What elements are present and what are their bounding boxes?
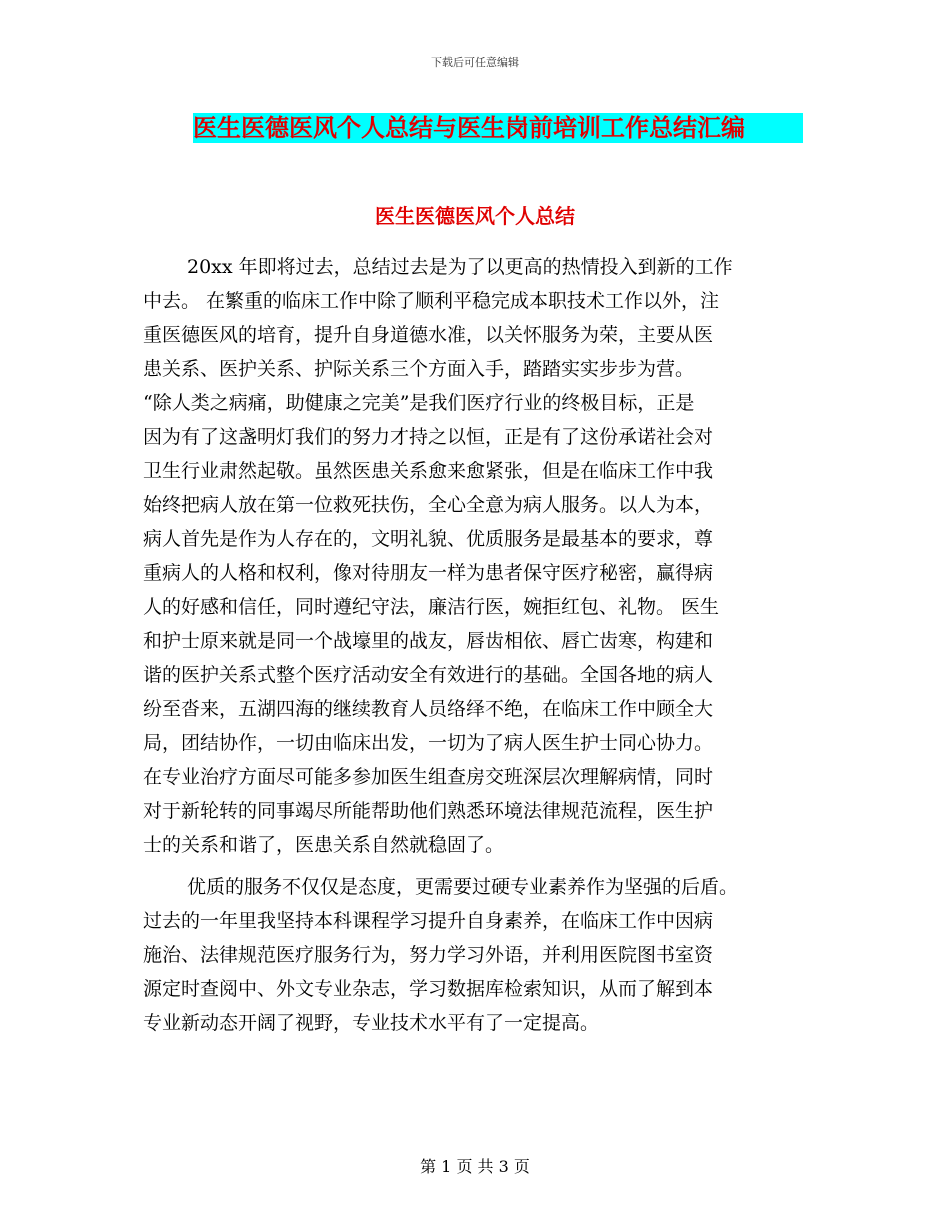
body-line: 专业新动态开阔了视野，专业技术水平有了一定提高。: [143, 1012, 600, 1034]
document-body: [143, 250, 803, 1040]
body-line: 士的关系和谐了，医患关系自然就稳固了。: [143, 834, 505, 856]
section-title: 医生医德医风个人总结: [375, 204, 575, 228]
body-line: “除人类之病痛，助健康之完美”是我们医疗行业的终极目标，正是: [143, 392, 695, 414]
body-line: 人的好感和信任，同时遵纪守法，廉洁行医，婉拒红包、礼物。 医生: [143, 596, 720, 618]
body-line: 过去的一年里我坚持本科课程学习提升自身素养，在临床工作中因病: [143, 910, 714, 932]
body-line: 重病人的人格和权利，像对待朋友一样为患者保守医疗秘密，赢得病: [143, 562, 714, 584]
body-line: 始终把病人放在第一位救死扶伤，全心全意为病人服务。以人为本，: [143, 494, 714, 516]
body-line: 因为有了这盏明灯我们的努力才持之以恒，正是有了这份承诺社会对: [143, 426, 714, 448]
body-line: 对于新轮转的同事竭尽所能帮助他们熟悉环境法律规范流程，医生护: [143, 800, 714, 822]
body-line: 中去。 在繁重的临床工作中除了顺利平稳完成本职技术工作以外，注: [143, 290, 720, 312]
body-line: 局，团结协作，一切由临床出发，一切为了病人医生护士同心协力。: [143, 732, 714, 754]
body-line: 病人首先是作为人存在的，文明礼貌、优质服务是最基本的要求，尊: [143, 528, 714, 550]
body-line: 患关系、医护关系、护际关系三个方面入手，踏踏实实步步为营。: [143, 358, 695, 380]
body-line: 重医德医风的培育，提升自身道德水准，以关怀服务为荣，主要从医: [143, 324, 714, 346]
page-header-note: 下载后可任意编辑: [431, 56, 519, 69]
page-number-footer: 第 1 页 共 3 页: [420, 1157, 530, 1176]
body-line: 优质的服务不仅仅是态度，更需要过硬专业素养作为坚强的后盾。: [187, 876, 739, 898]
body-line: 源定时查阅中、外文专业杂志，学习数据库检索知识，从而了解到本: [143, 978, 714, 1000]
body-line: 20xx 年即将过去，总结过去是为了以更高的热情投入到新的工作: [187, 256, 733, 278]
body-line: 施治、法律规范医疗服务行为，努力学习外语，并利用医院图书室资: [143, 944, 714, 966]
body-line: 纷至沓来，五湖四海的继续教育人员络绎不绝，在临床工作中顾全大: [143, 698, 714, 720]
body-line: 卫生行业肃然起敬。虽然医患关系愈来愈紧张，但是在临床工作中我: [143, 460, 714, 482]
body-line: 谐的医护关系式整个医疗活动安全有效进行的基础。全国各地的病人: [143, 664, 714, 686]
document-title: 医生医德医风个人总结与医生岗前培训工作总结汇编: [193, 113, 803, 143]
body-line: 和护士原来就是同一个战壕里的战友，唇齿相依、唇亡齿寒，构建和: [143, 630, 714, 652]
body-line: 在专业治疗方面尽可能多参加医生组查房交班深层次理解病情，同时: [143, 766, 714, 788]
